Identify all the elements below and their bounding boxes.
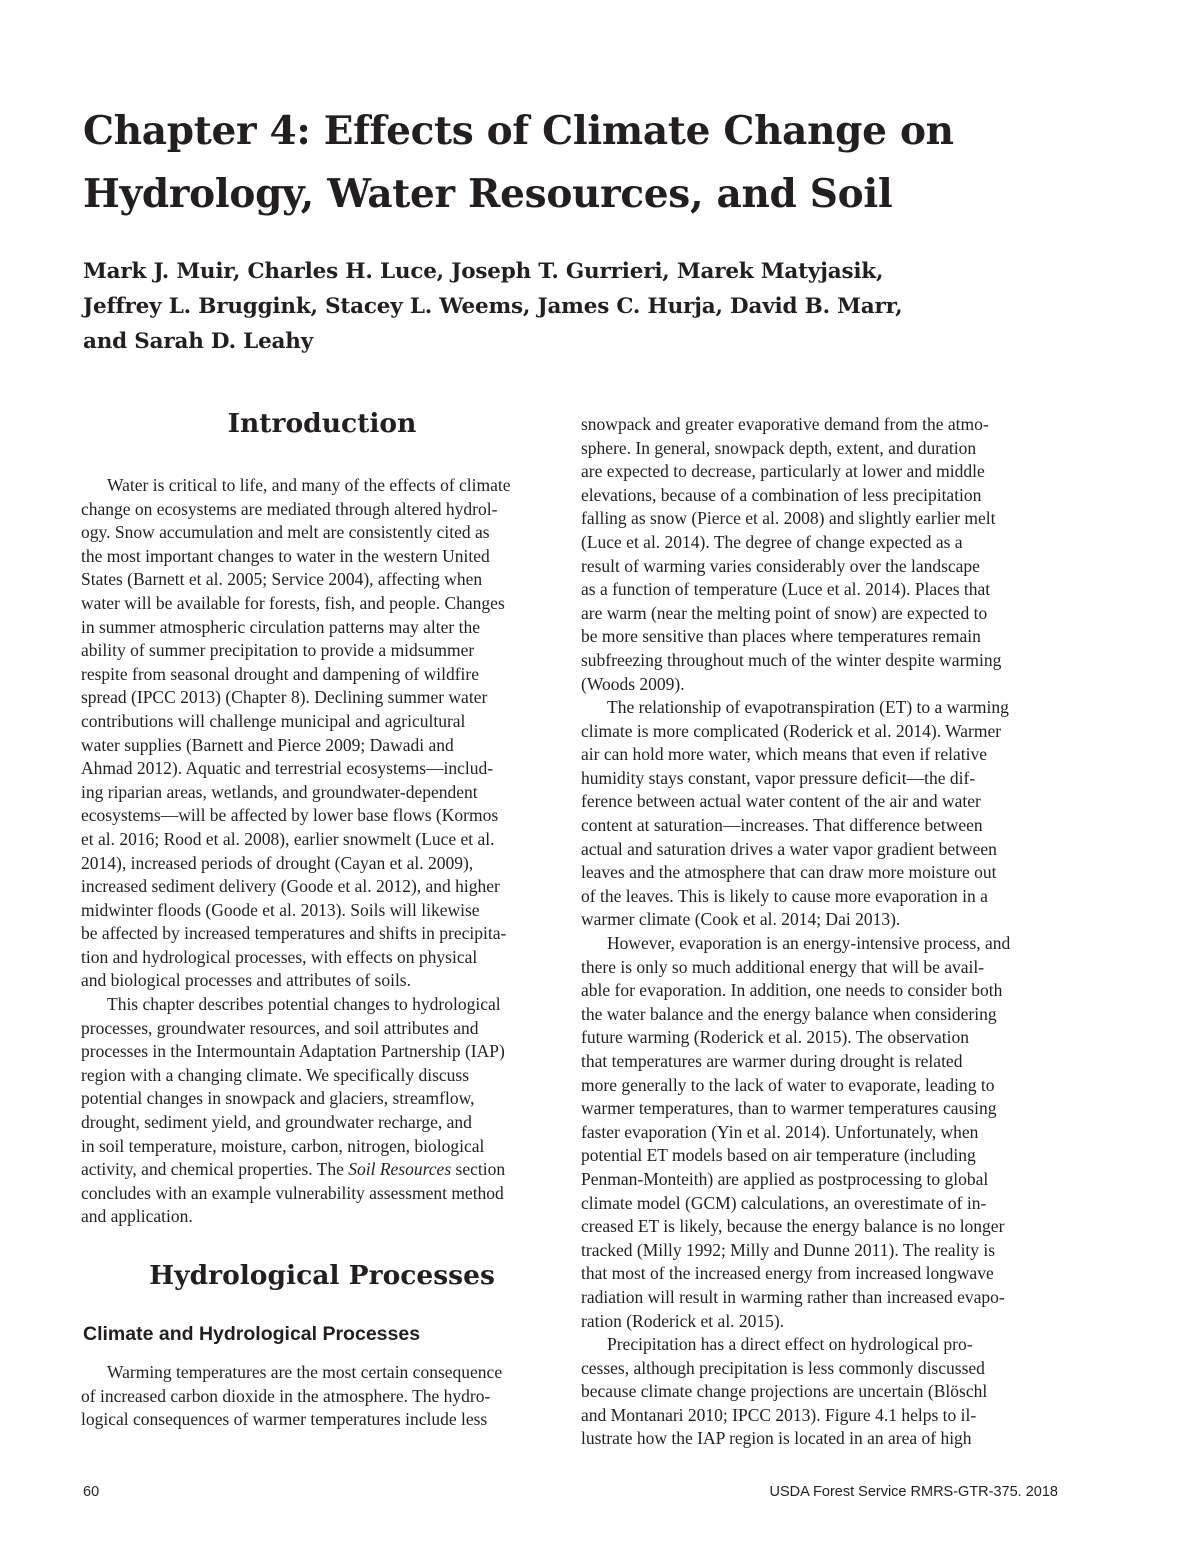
author-line: Jeffrey L. Bruggink, Stacey L. Weems, James C. Hurja, David B. Marr, bbox=[83, 294, 903, 319]
text-line: tracked (Milly 1992; Milly and Dunne 2011). The reality is bbox=[581, 1239, 996, 1260]
text-line: midwinter floods (Goode et al. 2013). Soils will likewise bbox=[81, 899, 480, 920]
text-line: 2014), increased periods of drought (Cayan et al. 2009), bbox=[81, 852, 474, 873]
text-line: air can hold more water, which means that even if relative bbox=[581, 744, 988, 765]
chapter-title-line: Chapter 4: Effects of Climate Change on bbox=[83, 108, 954, 154]
text-line: respite from seasonal drought and dampening of wildfire bbox=[81, 663, 480, 684]
text-line: States (Barnett et al. 2005; Service 2004), affecting when bbox=[81, 569, 483, 590]
text-line: processes, groundwater resources, and soil attributes and bbox=[81, 1017, 479, 1038]
text-line: contributions will challenge municipal and agricultural bbox=[81, 710, 466, 731]
text-line: climate model (GCM) calculations, an overestimate of in- bbox=[581, 1192, 987, 1213]
hydrological-paragraph-1 bbox=[81, 1361, 563, 1432]
text-line: Water is critical to life, and many of the effects of climate bbox=[107, 475, 511, 495]
author-line: and Sarah D. Leahy bbox=[83, 329, 314, 354]
text-line: ability of summer precipitation to provide a midsummer bbox=[81, 640, 475, 661]
text-line: in soil temperature, moisture, carbon, nitrogen, biological bbox=[81, 1135, 485, 1156]
text-line: tion and hydrological processes, with effects on physical bbox=[81, 946, 478, 967]
introduction-heading: Introduction bbox=[227, 408, 417, 439]
text-line: Precipitation has a direct effect on hydrological pro- bbox=[607, 1334, 973, 1354]
hydrological-processes-heading: Hydrological Processes bbox=[149, 1260, 495, 1291]
text-line: more generally to the lack of water to evaporate, leading to bbox=[581, 1074, 995, 1095]
right-paragraph-4 bbox=[581, 1333, 1063, 1451]
text-line: lustrate how the IAP region is located in an area of high bbox=[581, 1428, 972, 1449]
text-line: radiation will result in warming rather than increased evapo- bbox=[581, 1286, 1005, 1307]
text-line: However, evaporation is an energy-intensive process, and bbox=[607, 933, 1011, 953]
right-paragraph-2 bbox=[581, 696, 1063, 932]
text-line: Warming temperatures are the most certain consequence bbox=[107, 1362, 503, 1382]
text-line: et al. 2016; Rood et al. 2008), earlier snowmelt (Luce et al. bbox=[81, 828, 495, 849]
text-line: be affected by increased temperatures and shifts in precipita- bbox=[81, 923, 507, 944]
text-line: drought, sediment yield, and groundwater recharge, and bbox=[81, 1111, 472, 1132]
text-line: are warm (near the melting point of snow) are expected to bbox=[581, 602, 988, 623]
text-line bbox=[81, 1158, 563, 1182]
text-line: future warming (Roderick et al. 2015). The observation bbox=[581, 1027, 969, 1048]
text-line: processes in the Intermountain Adaptation Partnership (IAP) bbox=[81, 1041, 505, 1062]
right-paragraph-3 bbox=[581, 932, 1063, 1333]
text-line: ration (Roderick et al. 2015). bbox=[581, 1310, 785, 1331]
text-line: change on ecosystems are mediated through altered hydrol- bbox=[81, 498, 498, 519]
text-line: ing riparian areas, wetlands, and groundwater-dependent bbox=[81, 781, 478, 802]
text-line: the most important changes to water in the western United bbox=[81, 545, 490, 566]
text-line: leaves and the atmosphere that can draw more moisture out bbox=[581, 862, 997, 883]
text-line: warmer climate (Cook et al. 2014; Dai 2013). bbox=[581, 909, 901, 930]
text-line: content at saturation—increases. That difference between bbox=[581, 814, 983, 835]
text-line: faster evaporation (Yin et al. 2014). Unfortunately, when bbox=[581, 1121, 979, 1142]
text-line: sphere. In general, snowpack depth, extent, and duration bbox=[581, 437, 977, 458]
text-line: concludes with an example vulnerability assessment method bbox=[81, 1182, 504, 1203]
text-fragment: section bbox=[451, 1159, 506, 1180]
text-line: Ahmad 2012). Aquatic and terrestrial ecosystems—includ- bbox=[81, 758, 494, 779]
page-number: 60 bbox=[83, 1484, 100, 1500]
text-line: there is only so much additional energy that will be avail- bbox=[581, 956, 985, 977]
publication-footer: USDA Forest Service RMRS-GTR-375. 2018 bbox=[769, 1484, 1058, 1500]
author-line: Mark J. Muir, Charles H. Luce, Joseph T. Gurrieri, Marek Matyjasik, bbox=[83, 259, 884, 284]
text-line: are expected to decrease, particularly at lower and middle bbox=[581, 461, 985, 482]
chapter-title bbox=[83, 100, 1123, 226]
text-line: water supplies (Barnett and Pierce 2009; Dawadi and bbox=[81, 734, 454, 755]
text-line: This chapter describes potential changes to hydrological bbox=[107, 994, 501, 1014]
text-line: warmer temperatures, than to warmer temperatures causing bbox=[581, 1098, 997, 1119]
text-line: able for evaporation. In addition, one needs to consider both bbox=[581, 980, 1003, 1001]
text-line: ecosystems—will be affected by lower base flows (Kormos bbox=[81, 805, 499, 826]
introduction-paragraph-1 bbox=[81, 474, 563, 993]
text-line: as a function of temperature (Luce et al. 2014). Places that bbox=[581, 579, 991, 600]
text-line: Penman-Monteith) are applied as postprocessing to global bbox=[581, 1168, 989, 1189]
text-line: (Luce et al. 2014). The degree of change expected as a bbox=[581, 531, 963, 552]
text-line: because climate change projections are uncertain (Blöschl bbox=[581, 1381, 988, 1402]
text-line: and application. bbox=[81, 1206, 193, 1227]
text-line: that temperatures are warmer during drought is related bbox=[581, 1050, 963, 1071]
text-line: region with a changing climate. We specifically discuss bbox=[81, 1064, 470, 1085]
text-line: potential ET models based on air temperature (including bbox=[581, 1145, 976, 1166]
text-line: the water balance and the energy balance when considering bbox=[581, 1003, 997, 1024]
text-line: and Montanari 2010; IPCC 2013). Figure 4.1 helps to il- bbox=[581, 1404, 977, 1425]
text-line: be more sensitive than places where temperatures remain bbox=[581, 626, 981, 647]
chapter-title-line: Hydrology, Water Resources, and Soil bbox=[83, 171, 893, 217]
text-line: (Woods 2009). bbox=[581, 673, 685, 694]
text-line: in summer atmospheric circulation patterns may alter the bbox=[81, 616, 480, 637]
text-line: falling as snow (Pierce et al. 2008) and slightly earlier melt bbox=[581, 508, 996, 529]
text-line: actual and saturation drives a water vapor gradient between bbox=[581, 838, 997, 859]
text-line: creased ET is likely, because the energy balance is no longer bbox=[581, 1216, 1005, 1237]
right-paragraph-1 bbox=[581, 413, 1063, 696]
text-line: that most of the increased energy from increased longwave bbox=[581, 1263, 994, 1284]
text-line: cesses, although precipitation is less commonly discussed bbox=[581, 1357, 985, 1378]
text-line: subfreezing throughout much of the winter despite warming bbox=[581, 649, 1002, 670]
text-line: ference between actual water content of the air and water bbox=[581, 791, 981, 812]
text-line: logical consequences of warmer temperatures include less bbox=[81, 1409, 488, 1430]
text-line: ogy. Snow accumulation and melt are consistently cited as bbox=[81, 522, 490, 543]
climate-hydrological-subheading: Climate and Hydrological Processes bbox=[83, 1323, 421, 1345]
text-line: of increased carbon dioxide in the atmosphere. The hydro- bbox=[81, 1385, 491, 1406]
text-line: elevations, because of a combination of less precipitation bbox=[581, 484, 982, 505]
text-line: of the leaves. This is likely to cause more evaporation in a bbox=[581, 885, 988, 906]
text-fragment: activity, and chemical properties. The bbox=[81, 1159, 349, 1180]
author-list bbox=[83, 254, 1123, 359]
text-line: increased sediment delivery (Goode et al. 2012), and higher bbox=[81, 876, 500, 897]
text-line: snowpack and greater evaporative demand from the atmo- bbox=[581, 414, 989, 434]
soil-resources-reference: Soil Resources bbox=[348, 1159, 452, 1180]
text-line: climate is more complicated (Roderick et al. 2014). Warmer bbox=[581, 720, 1002, 741]
text-line: potential changes in snowpack and glaciers, streamflow, bbox=[81, 1088, 475, 1109]
text-line: and biological processes and attributes of soils. bbox=[81, 970, 411, 991]
text-line: spread (IPCC 2013) (Chapter 8). Declining summer water bbox=[81, 687, 488, 708]
text-line: result of warming varies considerably over the landscape bbox=[581, 555, 980, 576]
text-line: water will be available for forests, fish, and people. Changes bbox=[81, 592, 505, 613]
introduction-paragraph-2 bbox=[81, 993, 563, 1229]
text-line: humidity stays constant, vapor pressure deficit—the dif- bbox=[581, 767, 976, 788]
text-line: The relationship of evapotranspiration (ET) to a warming bbox=[607, 697, 1009, 717]
